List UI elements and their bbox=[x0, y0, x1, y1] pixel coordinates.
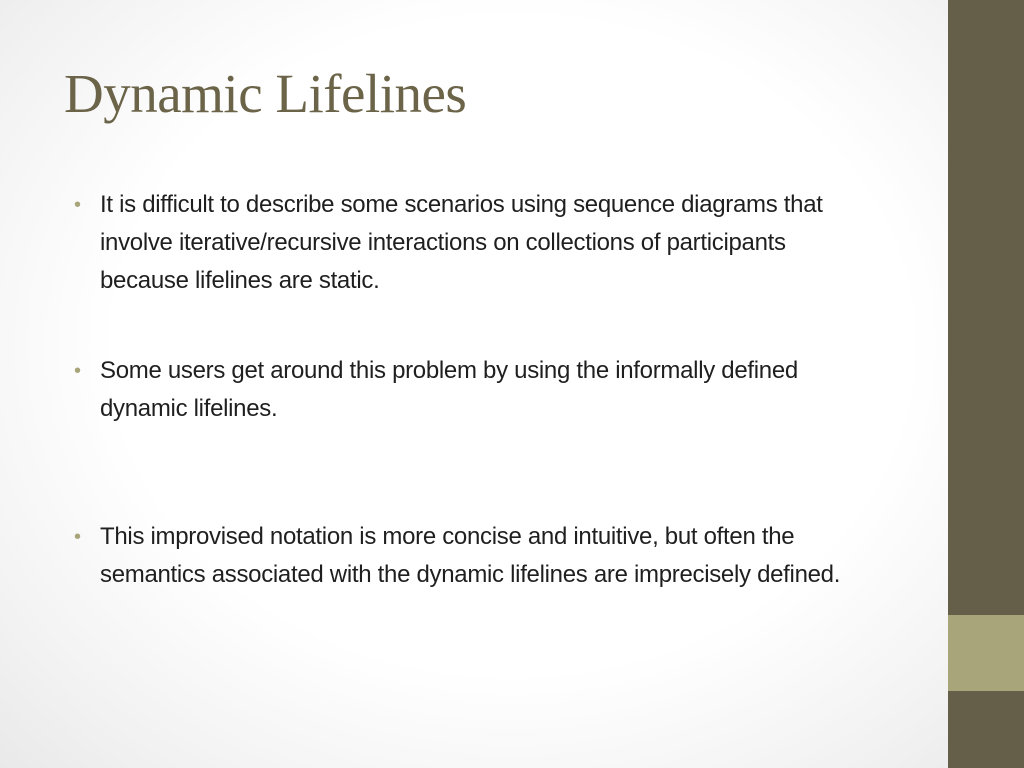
sidebar-accent-block bbox=[948, 615, 1024, 691]
bullet-text: Some users get around this problem by using the informally defined dynamic lifelines. bbox=[100, 357, 798, 422]
bullet-icon: • bbox=[74, 360, 81, 382]
bullet-icon: • bbox=[74, 194, 81, 216]
bullet-list bbox=[74, 186, 874, 594]
bullet-item bbox=[74, 352, 874, 428]
slide-title: Dynamic Lifelines bbox=[64, 63, 467, 124]
bullet-text: It is difficult to describe some scenarios using sequence diagrams that involve iterative/recursive interactions on collections of participants because lifelines are static. bbox=[100, 191, 823, 294]
sidebar-decoration bbox=[948, 0, 1024, 768]
bullet-item bbox=[74, 518, 874, 594]
bullet-icon: • bbox=[74, 526, 81, 548]
bullet-text: This improvised notation is more concise and intuitive, but often the semantics associated with the dynamic lifelines are imprecisely defined. bbox=[100, 523, 841, 588]
bullet-item bbox=[74, 186, 874, 300]
